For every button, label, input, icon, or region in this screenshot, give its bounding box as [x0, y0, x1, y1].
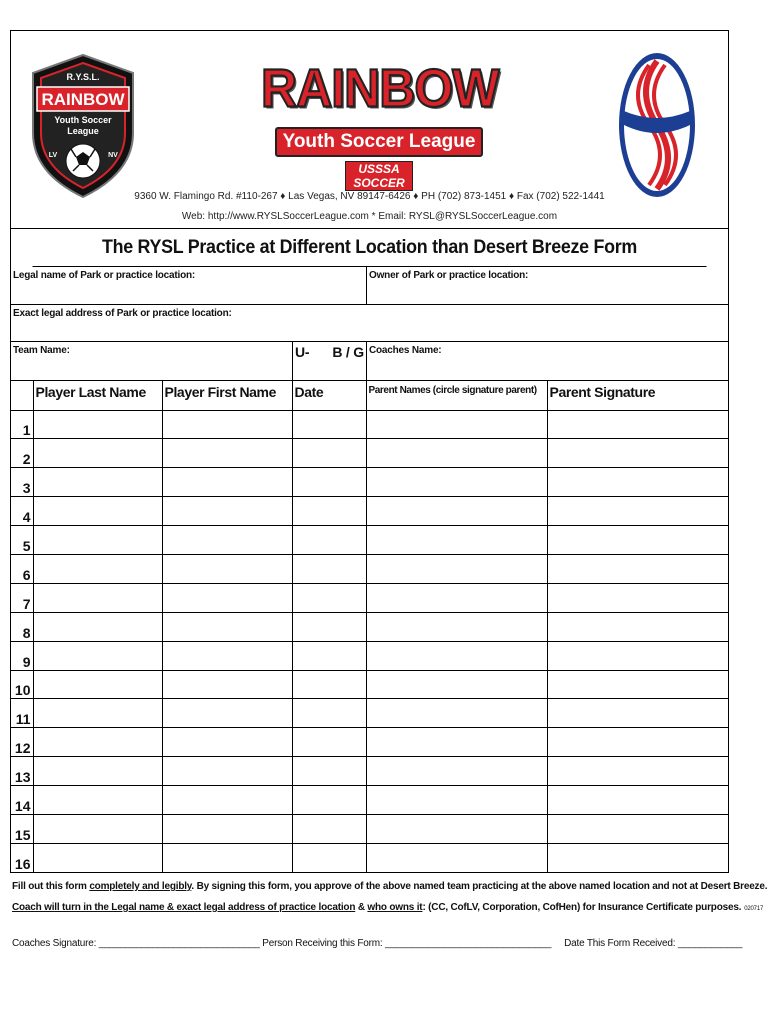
table-row: [11, 468, 728, 497]
parent-signature-cell[interactable]: [547, 641, 728, 670]
player-last-name-cell[interactable]: [33, 497, 162, 526]
table-row: [11, 410, 728, 439]
row-number: 6: [11, 554, 33, 583]
player-first-name-cell[interactable]: [162, 583, 292, 612]
parent-signature-cell[interactable]: [547, 439, 728, 468]
team-name-label: Team Name:: [13, 345, 70, 356]
footer-emphasis: Coach will turn in the Legal name & exact legal address of practice location: [12, 902, 356, 913]
parent-names-cell[interactable]: [366, 583, 547, 612]
player-last-name-cell[interactable]: [33, 843, 162, 872]
age-gender-field[interactable]: [292, 342, 366, 380]
player-first-name-cell[interactable]: [162, 670, 292, 699]
gender-label: B / G: [332, 344, 364, 360]
footer-text: . By signing this form, you approve of the above named team practicing at the above named location and not at Desert Breeze.: [191, 881, 768, 892]
parent-names-header: Parent Names (circle signature parent): [366, 381, 547, 410]
team-row: [11, 342, 728, 381]
parent-signature-cell[interactable]: [547, 583, 728, 612]
player-last-name-cell[interactable]: [33, 439, 162, 468]
table-row: [11, 526, 728, 555]
crest-lv-text: LV: [48, 152, 58, 159]
date-header: Date: [292, 381, 366, 410]
date-cell[interactable]: [292, 670, 366, 699]
practice-location-form: [10, 30, 729, 873]
crest-nv-text: NV: [108, 152, 118, 159]
row-number: 8: [11, 612, 33, 641]
parent-signature-cell[interactable]: [547, 670, 728, 699]
player-first-name-cell[interactable]: [162, 757, 292, 786]
parent-names-cell[interactable]: [366, 497, 547, 526]
footer-emphasis: who owns it: [367, 902, 423, 913]
date-cell[interactable]: [292, 583, 366, 612]
row-number: 10: [11, 670, 33, 699]
row-number: 15: [11, 814, 33, 843]
player-last-name-cell[interactable]: [33, 526, 162, 555]
rysl-crest-logo: [29, 53, 137, 199]
date-cell[interactable]: [292, 497, 366, 526]
player-first-name-cell[interactable]: [162, 497, 292, 526]
parent-signature-cell[interactable]: [547, 728, 728, 757]
player-last-name-cell[interactable]: [33, 410, 162, 439]
row-number: 4: [11, 497, 33, 526]
table-row: [11, 554, 728, 583]
player-last-name-cell[interactable]: [33, 641, 162, 670]
player-table: [11, 381, 728, 872]
footer-emphasis: completely and legibly: [89, 881, 192, 892]
row-number: 3: [11, 468, 33, 497]
parent-names-cell[interactable]: [366, 641, 547, 670]
player-first-name-header: Player First Name: [162, 381, 292, 410]
parent-signature-header: Parent Signature: [547, 381, 728, 410]
web-email-line: Web: http://www.RYSLSoccerLeague.com * Email: RYSL@RYSLSoccerLeague.com: [181, 211, 558, 222]
player-last-name-cell[interactable]: [33, 554, 162, 583]
parent-names-cell[interactable]: [366, 814, 547, 843]
footer-instructions-line2: [12, 902, 763, 913]
parent-names-cell[interactable]: [366, 786, 547, 815]
table-row: [11, 641, 728, 670]
footer-text: Fill out this form: [12, 881, 90, 892]
park-address-field[interactable]: [11, 305, 728, 341]
player-first-name-cell[interactable]: [162, 786, 292, 815]
parent-names-cell[interactable]: [366, 757, 547, 786]
table-row: [11, 728, 728, 757]
player-last-name-header: Player Last Name: [33, 381, 162, 410]
table-row: [11, 699, 728, 728]
date-cell[interactable]: [292, 699, 366, 728]
player-first-name-cell[interactable]: [162, 728, 292, 757]
usssa-soccer-text: USSSA SOCCER: [345, 161, 413, 191]
youth-soccer-league-text: Youth Soccer League: [275, 127, 483, 157]
form-header: [11, 31, 728, 229]
parent-signature-cell[interactable]: [547, 526, 728, 555]
table-row: [11, 843, 728, 872]
rainbow-wordmark-logo: [261, 51, 499, 190]
player-first-name-cell[interactable]: [162, 843, 292, 872]
parent-names-cell[interactable]: [366, 728, 547, 757]
park-row: [11, 267, 728, 305]
player-first-name-cell[interactable]: [162, 641, 292, 670]
park-name-label: Legal name of Park or practice location:: [13, 270, 196, 281]
row-number: 7: [11, 583, 33, 612]
address-line: 9360 W. Flamingo Rd. #110-267 ♦ Las Vegas, NV 89147-6426 ♦ PH (702) 873-1451 ♦ Fax (702) 522-1441: [134, 191, 605, 202]
table-row: [11, 497, 728, 526]
park-owner-field[interactable]: [366, 267, 728, 304]
row-number: 5: [11, 526, 33, 555]
revision-code: 020717: [744, 906, 764, 912]
footer-text: : (CC, CofLV, Corporation, CofHen) for Insurance Certificate purposes.: [422, 902, 742, 913]
player-last-name-cell[interactable]: [33, 786, 162, 815]
parent-signature-cell[interactable]: [547, 786, 728, 815]
table-row: [11, 583, 728, 612]
park-name-field[interactable]: [11, 267, 366, 304]
parent-signature-cell[interactable]: [547, 843, 728, 872]
signature-line[interactable]: Coaches Signature: ______________________________ Person Receiving this Form: _______________________________ Date This Form Received: ____________: [12, 938, 743, 949]
crest-top-text: R.Y.S.L.: [66, 72, 100, 82]
coaches-name-field[interactable]: [366, 342, 728, 380]
row-number: 2: [11, 439, 33, 468]
parent-names-cell[interactable]: [366, 439, 547, 468]
parent-names-cell[interactable]: [366, 468, 547, 497]
parent-signature-cell[interactable]: [547, 699, 728, 728]
player-first-name-cell[interactable]: [162, 554, 292, 583]
address-row: [11, 305, 728, 342]
player-first-name-cell[interactable]: [162, 439, 292, 468]
player-first-name-cell[interactable]: [162, 612, 292, 641]
row-number: 1: [11, 410, 33, 439]
coaches-name-label: Coaches Name:: [369, 345, 442, 356]
date-cell[interactable]: [292, 814, 366, 843]
date-cell[interactable]: [292, 843, 366, 872]
player-first-name-cell[interactable]: [162, 468, 292, 497]
team-name-field[interactable]: [11, 342, 292, 380]
parent-signature-cell[interactable]: [547, 554, 728, 583]
parent-signature-cell[interactable]: [547, 757, 728, 786]
table-row: [11, 786, 728, 815]
player-last-name-cell[interactable]: [33, 699, 162, 728]
footer-instructions-line1: [12, 881, 767, 892]
footer-text: &: [355, 902, 368, 913]
usssa-oval-logo: [617, 51, 697, 199]
date-cell[interactable]: [292, 526, 366, 555]
player-last-name-cell[interactable]: [33, 814, 162, 843]
player-first-name-cell[interactable]: [162, 526, 292, 555]
parent-signature-cell[interactable]: [547, 612, 728, 641]
age-label: U-: [295, 344, 310, 360]
parent-names-cell[interactable]: [366, 526, 547, 555]
player-first-name-cell[interactable]: [162, 814, 292, 843]
crest-name-text: RAINBOW: [41, 90, 125, 109]
date-cell[interactable]: [292, 612, 366, 641]
player-first-name-cell[interactable]: [162, 699, 292, 728]
date-cell[interactable]: [292, 554, 366, 583]
parent-names-cell[interactable]: [366, 554, 547, 583]
date-cell[interactable]: [292, 641, 366, 670]
table-row: [11, 612, 728, 641]
player-last-name-cell[interactable]: [33, 728, 162, 757]
park-owner-label: Owner of Park or practice location:: [369, 270, 529, 281]
table-row: [11, 670, 728, 699]
parent-names-cell[interactable]: [366, 843, 547, 872]
parent-signature-cell[interactable]: [547, 814, 728, 843]
table-row: [11, 814, 728, 843]
date-cell[interactable]: [292, 468, 366, 497]
date-cell[interactable]: [292, 439, 366, 468]
parent-names-cell[interactable]: [366, 612, 547, 641]
table-header-row: [11, 381, 728, 410]
date-cell[interactable]: [292, 757, 366, 786]
park-address-label: Exact legal address of Park or practice location:: [13, 308, 232, 319]
parent-names-cell[interactable]: [366, 410, 547, 439]
crest-sub2-text: League: [67, 126, 99, 136]
rainbow-logo-text: RAINBOW: [261, 57, 499, 119]
player-last-name-cell[interactable]: [33, 612, 162, 641]
table-row: [11, 757, 728, 786]
parent-signature-cell[interactable]: [547, 468, 728, 497]
row-number: 11: [11, 699, 33, 728]
row-number: 13: [11, 757, 33, 786]
date-cell[interactable]: [292, 786, 366, 815]
row-number: 12: [11, 728, 33, 757]
player-last-name-cell[interactable]: [33, 670, 162, 699]
row-number-header: [11, 381, 33, 410]
player-last-name-cell[interactable]: [33, 583, 162, 612]
row-number: 14: [11, 786, 33, 815]
player-first-name-cell[interactable]: [162, 410, 292, 439]
player-last-name-cell[interactable]: [33, 757, 162, 786]
crest-sub1-text: Youth Soccer: [54, 115, 112, 125]
form-title: The RYSL Practice at Different Location than Desert Breeze Form: [33, 229, 707, 267]
player-last-name-cell[interactable]: [33, 468, 162, 497]
row-number: 16: [11, 843, 33, 872]
parent-names-cell[interactable]: [366, 699, 547, 728]
parent-signature-cell[interactable]: [547, 497, 728, 526]
parent-names-cell[interactable]: [366, 670, 547, 699]
date-cell[interactable]: [292, 410, 366, 439]
parent-signature-cell[interactable]: [547, 410, 728, 439]
row-number: 9: [11, 641, 33, 670]
date-cell[interactable]: [292, 728, 366, 757]
table-row: [11, 439, 728, 468]
